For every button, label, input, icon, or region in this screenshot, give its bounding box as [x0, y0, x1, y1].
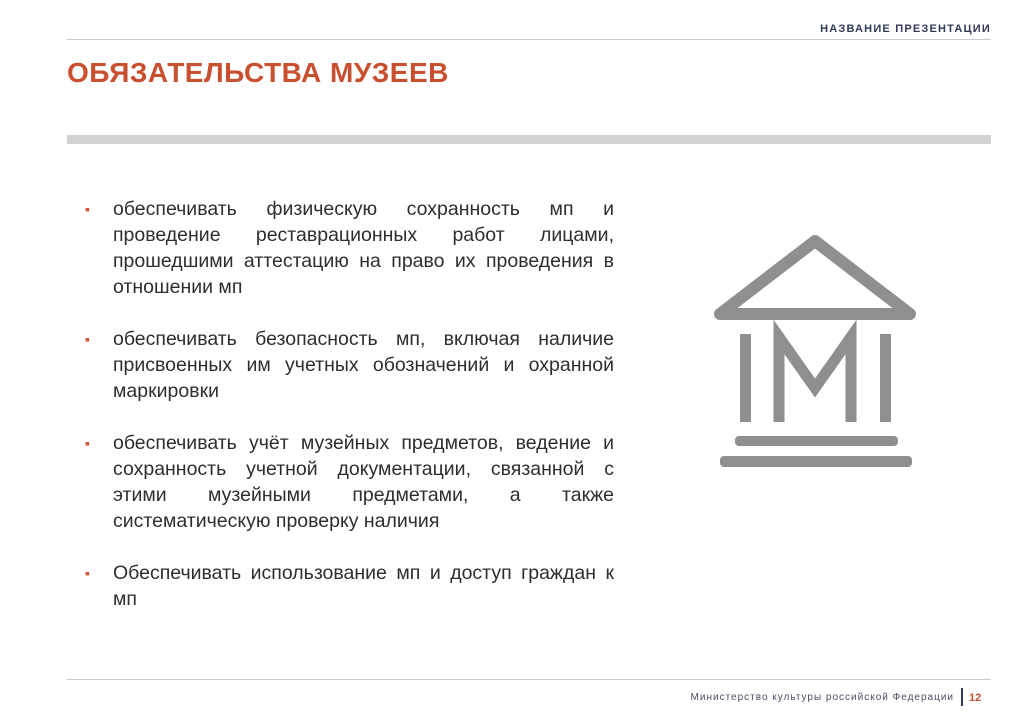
- bullet-text: Обеспечивать использование мп и доступ граждан к мп: [113, 562, 614, 610]
- footer-organization: Министерство культуры российской Федерации: [690, 692, 954, 703]
- presentation-name: НАЗВАНИЕ ПРЕЗЕНТАЦИИ: [820, 23, 991, 35]
- bullet-item: [84, 326, 614, 404]
- bullet-square-icon: ▪: [85, 565, 90, 581]
- bullet-text: обеспечивать безопасность мп, включая наличие присвоенных им учетных обозначений и охранной маркировки: [113, 328, 614, 402]
- bullet-list: [84, 196, 614, 638]
- bullet-text: обеспечивать физическую сохранность мп и проведение реставрационных работ лицами, прошедшими аттестацию на право их проведения в отношении мп: [113, 198, 614, 298]
- bullet-text: обеспечивать учёт музейных предметов, ведение и сохранность учетной документации, связанной с этими музейными предметами, а также систематическую проверку наличия: [113, 432, 614, 532]
- museum-building-icon: [708, 228, 922, 476]
- footer-divider: [67, 679, 991, 680]
- bullet-square-icon: ▪: [85, 331, 90, 347]
- title-underline-bar: [67, 135, 991, 144]
- bullet-square-icon: ▪: [85, 201, 90, 217]
- bullet-item: [84, 196, 614, 300]
- bullet-item: [84, 430, 614, 534]
- footer-separator: [961, 688, 963, 706]
- bullet-square-icon: ▪: [85, 435, 90, 451]
- slide-title: ОБЯЗАТЕЛЬСТВА МУЗЕЕВ: [67, 57, 449, 88]
- bullet-item: [84, 560, 614, 612]
- header-divider: [67, 39, 991, 40]
- page-number: 12: [969, 692, 982, 704]
